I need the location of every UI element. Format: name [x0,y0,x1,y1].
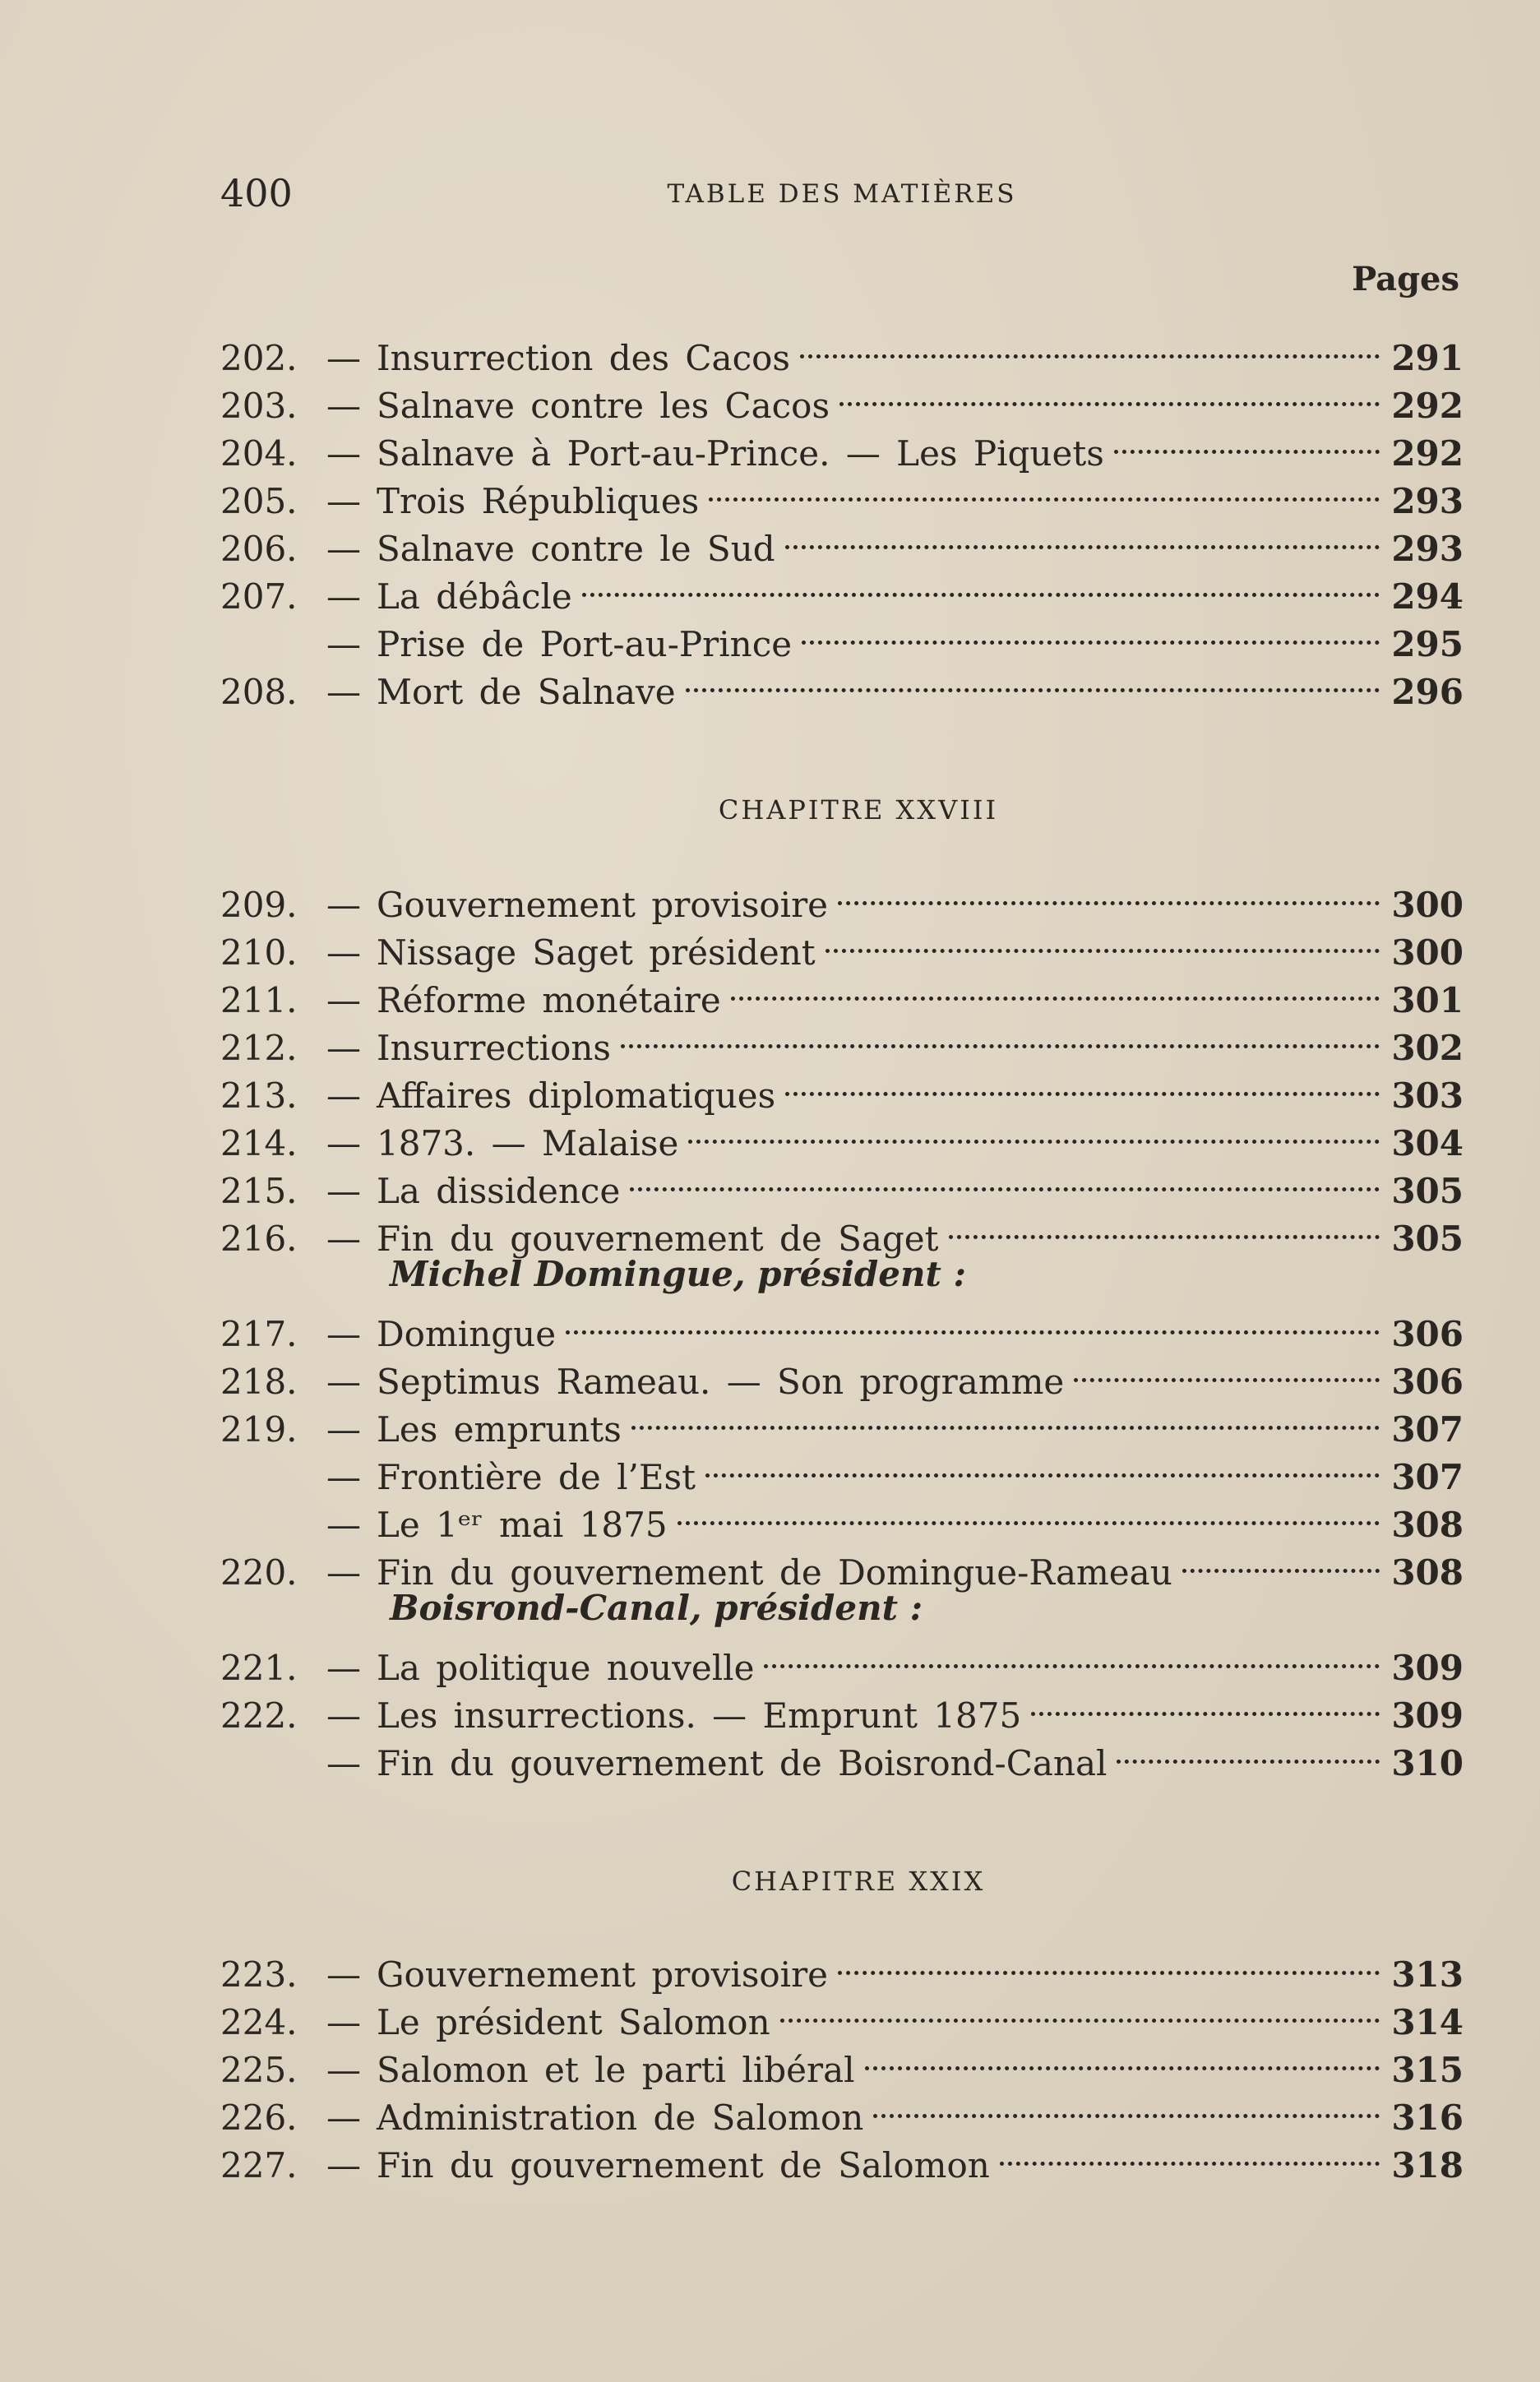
entry-title: Le 1ᵉʳ mai 1875 [377,1505,668,1545]
toc-entry [220,869,1464,925]
dot-leader [1074,1346,1380,1394]
entry-page: 304 [1391,1123,1464,1163]
entry-dash: — [326,576,361,617]
dot-leader [1182,1537,1380,1584]
entry-number: 206. [220,529,298,569]
entry-number: 212. [220,1028,298,1068]
entry-title: Fin du gouvernement de Boisrond-Canal [377,1743,1108,1783]
entry-dash: — [326,338,361,378]
toc-subheading: Boisrond-Canal, président : [390,1588,923,1628]
entry-page: 306 [1391,1362,1464,1402]
entry-title: Affaires diplomatiques [377,1075,776,1116]
entry-page: 300 [1391,932,1464,973]
entry-dash: — [326,2002,361,2042]
page-number: 400 [220,171,293,215]
entry-title: Salnave à Port-au-Prince. — Les Piquets [377,433,1104,474]
dot-leader [865,2034,1380,2082]
entry-title: Septimus Rameau. — Son programme [377,1362,1065,1402]
chapter-title: CHAPITRE XXIX [731,1866,986,1897]
dot-leader [1114,418,1380,465]
entry-number: 222. [220,1695,298,1736]
entry-page: 303 [1391,1075,1464,1116]
toc-section-intro [220,322,1464,712]
entry-dash: — [326,1954,361,1995]
dot-leader [802,608,1380,656]
entry-title: Salnave contre le Sud [377,529,775,569]
dot-leader [785,513,1380,561]
entry-dash: — [326,386,361,426]
entry-title: 1873. — Malaise [377,1123,679,1163]
dot-leader [800,322,1380,370]
dot-leader [709,465,1380,513]
entry-page: 318 [1391,2145,1464,2185]
entry-dash: — [326,1648,361,1688]
entry-number: 219. [220,1409,298,1450]
dot-leader [1117,1728,1380,1775]
entry-page: 305 [1391,1219,1464,1259]
dot-leader [621,1012,1380,1060]
dot-leader [785,1060,1380,1108]
entry-page: 305 [1391,1171,1464,1211]
toc-section-chapter-28 [220,869,1464,1783]
entry-number: 227. [220,2145,298,2185]
chapter-28-title-block [220,789,1464,830]
entry-dash: — [326,932,361,973]
entry-number: 210. [220,932,298,973]
dot-leader [825,917,1380,964]
entry-title: Domingue [377,1314,557,1354]
toc-list [220,322,1464,712]
entry-dash: — [326,672,361,712]
entry-number: 209. [220,885,298,925]
entry-page: 293 [1391,481,1464,521]
entry-page: 291 [1391,338,1464,378]
entry-page: 316 [1391,2098,1464,2138]
toc-subheading: Michel Domingue, président : [390,1254,967,1294]
entry-page: 306 [1391,1314,1464,1354]
entry-page: 307 [1391,1457,1464,1497]
toc-section-chapter-29 [220,1939,1464,2185]
entry-page: 292 [1391,386,1464,426]
entry-title: Nissage Saget président [377,932,816,973]
entry-page: 301 [1391,980,1464,1020]
entry-title: Insurrections [377,1028,611,1068]
entry-title: Les insurrections. — Emprunt 1875 [377,1695,1022,1736]
toc-entry [220,1632,1464,1688]
entry-title: Salnave contre les Cacos [377,386,830,426]
toc-list [220,1298,1464,1593]
entry-page: 313 [1391,1954,1464,1995]
entry-number: 204. [220,433,298,474]
entry-page: 295 [1391,624,1464,664]
entry-title: Fin du gouvernement de Salomon [377,2145,990,2185]
entry-dash: — [326,980,361,1020]
entry-dash: — [326,433,361,474]
chapter-title: CHAPITRE XXVIII [718,794,999,826]
dot-leader [873,2082,1380,2130]
entry-title: Administration de Salomon [377,2098,864,2138]
entry-page: 293 [1391,529,1464,569]
entry-page: 307 [1391,1409,1464,1450]
dot-leader [764,1632,1380,1680]
entry-number: 203. [220,386,298,426]
entry-title: Trois Républiques [377,481,700,521]
entry-title: La politique nouvelle [377,1648,755,1688]
entry-dash: — [326,1457,361,1497]
entry-number: 218. [220,1362,298,1402]
entry-number: 217. [220,1314,298,1354]
entry-page: 314 [1391,2002,1464,2042]
dot-leader [949,1203,1380,1251]
dot-leader [705,1441,1380,1489]
entry-dash: — [326,1362,361,1402]
entry-number: 225. [220,2050,298,2090]
entry-number: 213. [220,1075,298,1116]
entry-title: Prise de Port-au-Prince [377,624,793,664]
entry-dash: — [326,885,361,925]
dot-leader [631,1394,1380,1441]
entry-page: 294 [1391,576,1464,617]
dot-leader [838,1939,1380,1987]
entry-title: Frontière de l’Est [377,1457,696,1497]
entry-dash: — [326,1075,361,1116]
entry-dash: — [326,481,361,521]
entry-page: 292 [1391,433,1464,474]
entry-number: 202. [220,338,298,378]
entry-number: 226. [220,2098,298,2138]
entry-page: 302 [1391,1028,1464,1068]
entry-number: 207. [220,576,298,617]
entry-dash: — [326,1743,361,1783]
entry-title: Fin du gouvernement de Domingue-Rameau [377,1552,1172,1593]
entry-number: 205. [220,481,298,521]
entry-number: 220. [220,1552,298,1593]
entry-title: La débâcle [377,576,572,617]
toc-list [220,869,1464,1259]
entry-title: Insurrection des Cacos [377,338,790,378]
dot-leader [630,1155,1380,1203]
pages-column-label: Pages [1352,260,1459,298]
entry-dash: — [326,1219,361,1259]
dot-leader [731,964,1380,1012]
chapter-29-title-block [220,1861,1464,1902]
entry-page: 309 [1391,1648,1464,1688]
entry-dash: — [326,529,361,569]
entry-page: 310 [1391,1743,1464,1783]
dot-leader [566,1298,1380,1346]
entry-number: 224. [220,2002,298,2042]
entry-dash: — [326,1314,361,1354]
entry-dash: — [326,2050,361,2090]
entry-page: 300 [1391,885,1464,925]
entry-number: 208. [220,672,298,712]
entry-title: Réforme monétaire [377,980,721,1020]
dot-leader [1031,1680,1380,1728]
entry-title: La dissidence [377,1171,621,1211]
entry-number: 216. [220,1219,298,1259]
dot-leader [688,1108,1380,1155]
toc-list [220,1939,1464,2185]
entry-page: 296 [1391,672,1464,712]
toc-entry [220,1298,1464,1354]
entry-title: Salomon et le parti libéral [377,2050,855,2090]
dot-leader [582,561,1380,608]
entry-dash: — [326,1505,361,1545]
entry-dash: — [326,2145,361,2185]
dot-leader [678,1489,1380,1537]
entry-dash: — [326,1409,361,1450]
toc-list [220,1632,1464,1783]
entry-title: Les emprunts [377,1409,622,1450]
entry-number: 214. [220,1123,298,1163]
entry-page: 315 [1391,2050,1464,2090]
toc-entry [220,322,1464,378]
entry-title: Mort de Salnave [377,672,676,712]
entry-title: Gouvernement provisoire [377,885,829,925]
entry-dash: — [326,1028,361,1068]
dot-leader [839,370,1380,418]
page-header [220,169,1464,218]
dot-leader [1000,2130,1380,2177]
toc-entry [220,1939,1464,1995]
entry-page: 309 [1391,1695,1464,1736]
entry-page: 308 [1391,1505,1464,1545]
entry-dash: — [326,1552,361,1593]
entry-number: 221. [220,1648,298,1688]
entry-number: 223. [220,1954,298,1995]
running-title: TABLE DES MATIÈRES [667,179,1017,209]
entry-dash: — [326,1123,361,1163]
entry-number: 215. [220,1171,298,1211]
entry-title: Fin du gouvernement de Saget [377,1219,939,1259]
entry-dash: — [326,624,361,664]
entry-title: Le président Salomon [377,2002,770,2042]
entry-page: 308 [1391,1552,1464,1593]
entry-dash: — [326,2098,361,2138]
entry-number: 211. [220,980,298,1020]
entry-dash: — [326,1695,361,1736]
entry-dash: — [326,1171,361,1211]
entry-title: Gouvernement provisoire [377,1954,829,1995]
dot-leader [780,1987,1380,2034]
dot-leader [838,869,1380,917]
dot-leader [686,656,1380,704]
